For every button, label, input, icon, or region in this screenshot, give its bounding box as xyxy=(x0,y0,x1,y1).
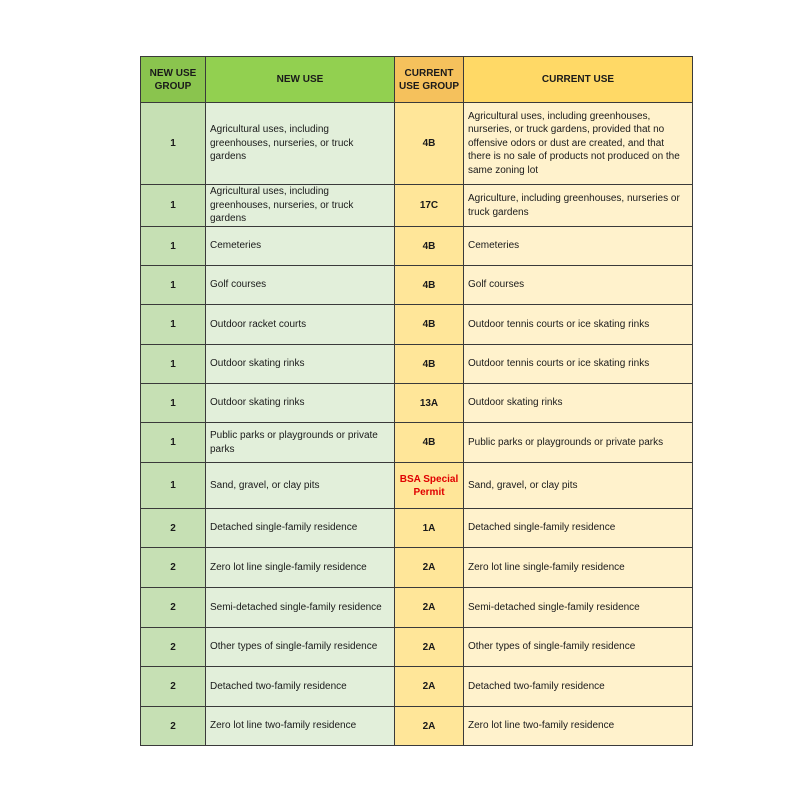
current-use-group-cell: 4B xyxy=(395,266,464,305)
current-use-cell: Outdoor tennis courts or ice skating rinks xyxy=(464,305,693,345)
current-use-group-cell: 13A xyxy=(395,384,464,423)
new-use-group-cell: 2 xyxy=(141,667,206,707)
table-row xyxy=(141,305,693,345)
new-use-cell: Detached single-family residence xyxy=(206,509,395,548)
new-use-group-cell: 1 xyxy=(141,463,206,509)
table-row xyxy=(141,103,693,185)
current-use-cell: Outdoor skating rinks xyxy=(464,384,693,423)
table-row xyxy=(141,509,693,548)
current-use-cell: Cemeteries xyxy=(464,227,693,266)
current-use-cell: Sand, gravel, or clay pits xyxy=(464,463,693,509)
current-use-group-cell: BSA Special Permit xyxy=(395,463,464,509)
current-use-cell: Zero lot line two-family residence xyxy=(464,707,693,746)
new-use-group-cell: 2 xyxy=(141,548,206,588)
current-use-group-cell: 4B xyxy=(395,305,464,345)
new-use-group-cell: 1 xyxy=(141,266,206,305)
new-use-group-cell: 2 xyxy=(141,707,206,746)
table-row xyxy=(141,463,693,509)
current-use-group-cell: 2A xyxy=(395,667,464,707)
current-use-cell: Other types of single-family residence xyxy=(464,628,693,667)
current-use-group-cell: 4B xyxy=(395,103,464,185)
table-row xyxy=(141,185,693,227)
current-use-group-cell: 4B xyxy=(395,345,464,384)
new-use-cell: Agricultural uses, including greenhouses, nurseries, or truck gardens xyxy=(206,103,395,185)
new-use-cell: Sand, gravel, or clay pits xyxy=(206,463,395,509)
current-use-cell: Outdoor tennis courts or ice skating rinks xyxy=(464,345,693,384)
current-use-cell: Detached two-family residence xyxy=(464,667,693,707)
current-use-cell: Semi-detached single-family residence xyxy=(464,588,693,628)
new-use-cell: Detached two-family residence xyxy=(206,667,395,707)
table-row xyxy=(141,227,693,266)
current-use-cell: Public parks or playgrounds or private parks xyxy=(464,423,693,463)
current-use-cell: Golf courses xyxy=(464,266,693,305)
current-use-group-cell: 2A xyxy=(395,548,464,588)
current-use-cell: Zero lot line single-family residence xyxy=(464,548,693,588)
new-use-cell: Other types of single-family residence xyxy=(206,628,395,667)
new-use-cell: Zero lot line single-family residence xyxy=(206,548,395,588)
table-row xyxy=(141,707,693,746)
current-use-group-cell: 4B xyxy=(395,423,464,463)
new-use-group-cell: 2 xyxy=(141,588,206,628)
new-use-group-cell: 1 xyxy=(141,103,206,185)
new-use-cell: Public parks or playgrounds or private parks xyxy=(206,423,395,463)
table-row xyxy=(141,266,693,305)
new-use-group-cell: 1 xyxy=(141,305,206,345)
table-row xyxy=(141,384,693,423)
table-row xyxy=(141,588,693,628)
table-row xyxy=(141,423,693,463)
table-row xyxy=(141,345,693,384)
table-row xyxy=(141,667,693,707)
header-current-use-group: CURRENT USE GROUP xyxy=(395,57,464,103)
new-use-cell: Cemeteries xyxy=(206,227,395,266)
new-use-group-cell: 1 xyxy=(141,384,206,423)
current-use-cell: Detached single-family residence xyxy=(464,509,693,548)
new-use-group-cell: 1 xyxy=(141,345,206,384)
new-use-cell: Agricultural uses, including greenhouses, nurseries, or truck gardens xyxy=(206,185,395,227)
new-use-group-cell: 1 xyxy=(141,185,206,227)
new-use-group-cell: 2 xyxy=(141,509,206,548)
current-use-group-cell: 17C xyxy=(395,185,464,227)
new-use-cell: Outdoor skating rinks xyxy=(206,345,395,384)
new-use-cell: Outdoor skating rinks xyxy=(206,384,395,423)
header-new-use: NEW USE xyxy=(206,57,395,103)
use-group-comparison-table xyxy=(140,56,693,746)
table-row xyxy=(141,548,693,588)
new-use-group-cell: 2 xyxy=(141,628,206,667)
current-use-group-cell: 4B xyxy=(395,227,464,266)
current-use-group-cell: 1A xyxy=(395,509,464,548)
header-current-use: CURRENT USE xyxy=(464,57,693,103)
current-use-group-cell: 2A xyxy=(395,707,464,746)
new-use-cell: Golf courses xyxy=(206,266,395,305)
header-new-use-group: NEW USE GROUP xyxy=(141,57,206,103)
new-use-cell: Outdoor racket courts xyxy=(206,305,395,345)
new-use-group-cell: 1 xyxy=(141,423,206,463)
current-use-cell: Agricultural uses, including greenhouses, nurseries, or truck gardens, provided that no offensive odors or dust are created, and that there is no sale of products not produced on the same zoning lot xyxy=(464,103,693,185)
table-row xyxy=(141,628,693,667)
header-row xyxy=(141,57,693,103)
table-header xyxy=(141,57,693,103)
current-use-cell: Agriculture, including greenhouses, nurseries or truck gardens xyxy=(464,185,693,227)
table-body xyxy=(141,103,693,746)
new-use-cell: Zero lot line two-family residence xyxy=(206,707,395,746)
current-use-group-cell: 2A xyxy=(395,588,464,628)
new-use-group-cell: 1 xyxy=(141,227,206,266)
new-use-cell: Semi-detached single-family residence xyxy=(206,588,395,628)
current-use-group-cell: 2A xyxy=(395,628,464,667)
